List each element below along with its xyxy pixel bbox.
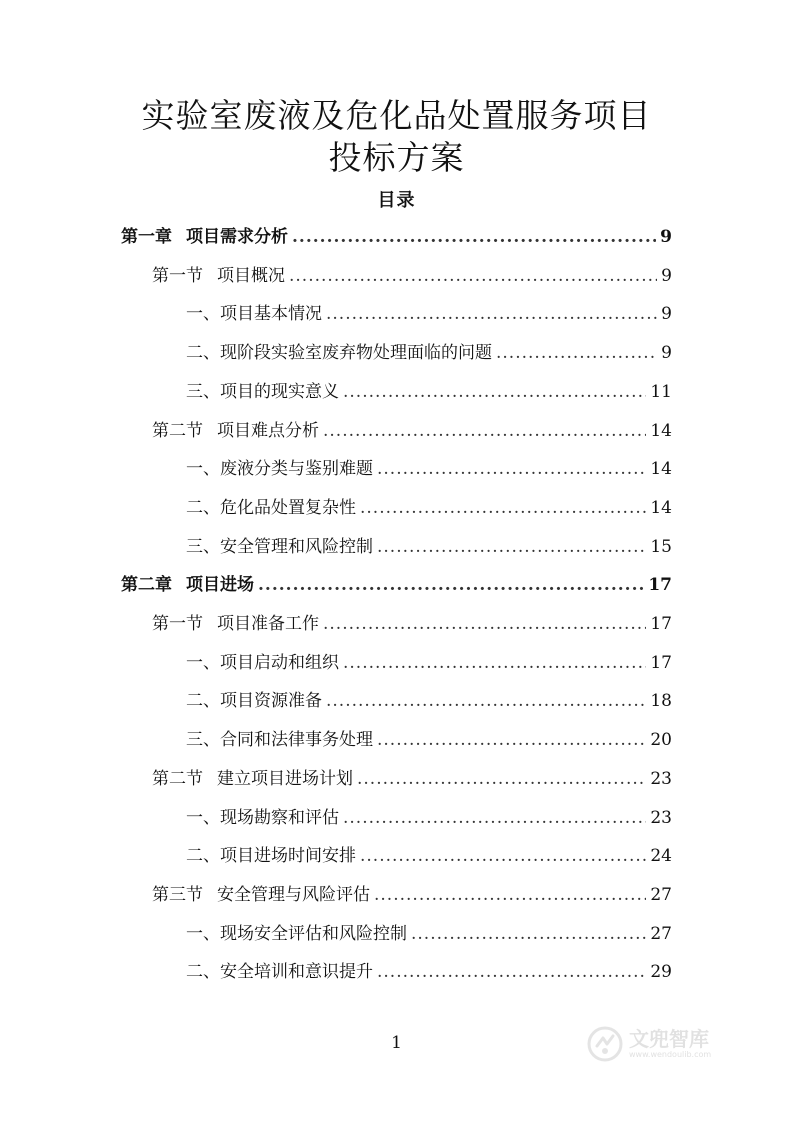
toc-entry-page: 15 <box>650 536 672 557</box>
toc-entry-number: 一、 <box>186 923 220 944</box>
toc-entry-number: 一、 <box>186 652 220 673</box>
toc-leader-dots <box>411 921 646 947</box>
watermark-url: www.wendoulib.com <box>629 1050 712 1059</box>
watermark-name: 文兜智库 <box>629 1027 709 1051</box>
toc-entry-section[interactable] <box>152 263 672 289</box>
toc-entry-number: 一、 <box>186 807 220 828</box>
toc-entry-page: 23 <box>650 768 672 789</box>
toc-entry-chapter[interactable] <box>121 224 672 250</box>
toc-entry-title: 项目需求分析 <box>186 227 288 247</box>
toc-entry-item[interactable] <box>186 650 672 676</box>
toc-entry-number: 第二章 <box>121 575 172 596</box>
toc-entry-section[interactable] <box>152 611 672 637</box>
toc-entry-item[interactable] <box>186 456 672 482</box>
toc-entry-page: 11 <box>650 381 672 402</box>
toc-entry-title: 项目启动和组织 <box>220 652 339 673</box>
toc-entry-number: 第一节 <box>152 265 203 286</box>
toc-leader-dots <box>377 534 646 560</box>
toc-entry-title: 现场勘察和评估 <box>220 807 339 828</box>
toc-entry-page: 17 <box>648 575 672 596</box>
toc-entry-number: 第三节 <box>152 884 203 905</box>
toc-entry-page: 9 <box>661 304 672 325</box>
toc-entry-number: 三、 <box>186 730 220 751</box>
toc-entry-number: 一、 <box>186 304 220 325</box>
toc-entry-title: 安全培训和意识提升 <box>220 962 373 983</box>
toc-entry-number: 二、 <box>186 343 220 364</box>
toc-leader-dots <box>258 572 644 598</box>
toc-entry-item[interactable] <box>186 688 672 714</box>
toc-entry-page: 14 <box>650 497 672 518</box>
toc-leader-dots <box>374 882 646 908</box>
toc-entry-item[interactable] <box>186 301 672 327</box>
watermark <box>587 1022 767 1066</box>
toc-entry-title: 项目进场时间安排 <box>220 846 356 867</box>
toc-leader-dots <box>323 611 646 637</box>
document-title-line-1: 实验室废液及危化品处置服务项目 <box>141 96 652 135</box>
toc-leader-dots <box>343 379 646 405</box>
toc-entry-title: 现场安全评估和风险控制 <box>220 923 407 944</box>
toc-entry-number: 第一节 <box>152 614 203 634</box>
toc-entry-item[interactable] <box>186 340 672 366</box>
toc-entry-page: 9 <box>661 265 672 286</box>
toc-entry-page: 17 <box>650 652 672 673</box>
toc-entry-item[interactable] <box>186 921 672 947</box>
wendou-logo-icon <box>587 1026 623 1062</box>
toc-entry-page: 18 <box>650 691 672 712</box>
toc-leader-dots <box>377 727 646 753</box>
toc-leader-dots <box>343 650 646 676</box>
toc-entry-title: 项目进场 <box>186 575 254 596</box>
toc-entry-title: 项目概况 <box>217 265 285 286</box>
toc-entry-page: 17 <box>650 614 672 634</box>
toc-leader-dots <box>496 340 657 366</box>
toc-entry-item[interactable] <box>186 534 672 560</box>
toc-leader-dots <box>377 959 646 985</box>
toc-entry-page: 29 <box>650 962 672 983</box>
toc-entry-page: 20 <box>650 730 672 751</box>
toc-entry-item[interactable] <box>186 495 672 521</box>
toc-entry-title: 安全管理与风险评估 <box>217 884 370 905</box>
toc-entry-section[interactable] <box>152 766 672 792</box>
toc-entry-number: 二、 <box>186 962 220 983</box>
toc-entry-item[interactable] <box>186 805 672 831</box>
toc-entry-section[interactable] <box>152 418 672 444</box>
toc-entry-item[interactable] <box>186 727 672 753</box>
toc-entry-title: 危化品处置复杂性 <box>220 497 356 518</box>
toc-leader-dots <box>326 301 657 327</box>
toc-entry-number: 第一章 <box>121 227 172 247</box>
toc-entry-title: 合同和法律事务处理 <box>220 730 373 751</box>
toc-entry-number: 第二节 <box>152 420 203 441</box>
toc-leader-dots <box>360 843 646 869</box>
toc-entry-title: 建立项目进场计划 <box>217 768 353 789</box>
toc-entry-title: 项目准备工作 <box>217 614 319 634</box>
toc-entry-page: 24 <box>650 846 672 867</box>
toc-entry-title: 项目难点分析 <box>217 420 319 441</box>
toc-leader-dots <box>360 495 646 521</box>
toc-entry-item[interactable] <box>186 379 672 405</box>
toc-entry-title: 安全管理和风险控制 <box>220 536 373 557</box>
toc-entry-section[interactable] <box>152 882 672 908</box>
toc-entry-page: 9 <box>660 227 672 247</box>
toc-entry-title: 现阶段实验室废弃物处理面临的问题 <box>220 343 492 364</box>
toc-entry-number: 一、 <box>186 459 220 480</box>
toc-entry-page: 9 <box>661 343 672 364</box>
toc-entry-item[interactable] <box>186 843 672 869</box>
toc-entry-page: 27 <box>650 923 672 944</box>
toc-entry-number: 三、 <box>186 381 220 402</box>
toc-leader-dots <box>292 224 656 250</box>
toc-entry-number: 三、 <box>186 536 220 557</box>
toc-entry-page: 14 <box>650 420 672 441</box>
toc-leader-dots <box>323 418 646 444</box>
toc-entry-title: 项目基本情况 <box>220 304 322 325</box>
toc-entry-page: 23 <box>650 807 672 828</box>
toc-entry-item[interactable] <box>186 959 672 985</box>
toc-leader-dots <box>343 805 646 831</box>
toc-entry-number: 二、 <box>186 846 220 867</box>
toc-leader-dots <box>357 766 646 792</box>
toc-leader-dots <box>289 263 657 289</box>
toc-entry-chapter[interactable] <box>121 572 672 598</box>
document-title-line-2: 投标方案 <box>328 138 465 177</box>
toc-entry-title: 项目资源准备 <box>220 691 322 712</box>
toc-leader-dots <box>326 688 646 714</box>
toc-leader-dots <box>377 456 646 482</box>
toc-entry-page: 14 <box>650 459 672 480</box>
toc-entry-title: 废液分类与鉴别难题 <box>220 459 373 480</box>
toc-entry-number: 第二节 <box>152 768 203 789</box>
toc-entry-title: 项目的现实意义 <box>220 381 339 402</box>
toc-entry-page: 27 <box>650 884 672 905</box>
toc-entry-number: 二、 <box>186 691 220 712</box>
toc-heading: 目录 <box>377 190 416 211</box>
page-number: 1 <box>391 1033 402 1053</box>
toc-entry-number: 二、 <box>186 497 220 518</box>
